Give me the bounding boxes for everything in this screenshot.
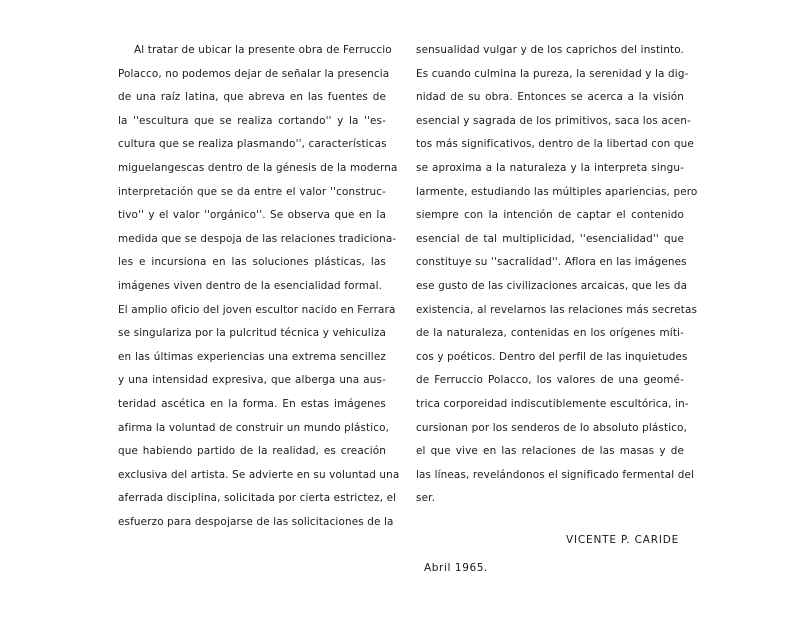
text-line: Al tratar de ubicar la presente obra de Ferruccio bbox=[134, 44, 392, 56]
text-line: aferrada disciplina, solicitada por cierta estrictez, el bbox=[118, 492, 397, 505]
text-line: sensualidad vulgar y de los caprichos del instinto. bbox=[416, 44, 684, 56]
text-line: imágenes viven dentro de la esencialidad formal. bbox=[118, 279, 383, 292]
text-line: Polacco, no podemos dejar de señalar la presencia bbox=[118, 67, 390, 80]
text-column-left bbox=[118, 39, 400, 534]
text-line: ser. bbox=[416, 492, 436, 505]
text-line: cultura que se realiza plasmando'', características bbox=[118, 138, 387, 151]
text-line: y una intensidad expresiva, que alberga una aus- bbox=[118, 374, 386, 387]
text-line: cursionan por los senderos de lo absoluto plástico, bbox=[416, 421, 688, 434]
text-line: de la naturaleza, contenidas en los orígenes míti- bbox=[416, 327, 684, 340]
text-line: constituye su ''sacralidad''. Aflora en las imágenes bbox=[416, 256, 687, 269]
text-line: esencial de tal multiplicidad, ''esencialidad'' que bbox=[416, 232, 684, 245]
text-line: tivo'' y el valor ''orgánico''. Se observa que en la bbox=[118, 209, 386, 222]
text-line: siempre con la intención de captar el contenido bbox=[416, 209, 684, 222]
text-line: esencial y sagrada de los primitivos, saca los acen- bbox=[416, 114, 691, 127]
text-line: les e incursiona en las soluciones plásticas, las bbox=[118, 256, 386, 269]
text-line: miguelangescas dentro de la génesis de la moderna bbox=[118, 161, 398, 174]
text-line: El amplio oficio del joven escultor nacido en Ferrara bbox=[118, 303, 396, 316]
text-line: existencia, al revelarnos las relaciones más secretas bbox=[416, 303, 698, 316]
text-line: nidad de su obra. Entonces se acerca a la visión bbox=[416, 91, 684, 104]
date-line: Abril 1965. bbox=[424, 562, 488, 574]
text-line: el que vive en las relaciones de las masas y de bbox=[416, 445, 684, 458]
text-line: las líneas, revelándonos el significado fermental del bbox=[416, 468, 695, 481]
text-line: en las últimas experiencias una extrema sencillez bbox=[118, 350, 386, 363]
text-line: la ''escultura que se realiza cortando'' y la ''es- bbox=[118, 114, 386, 127]
text-line: Es cuando culmina la pureza, la serenidad y la dig- bbox=[416, 67, 689, 80]
text-line: exclusiva del artista. Se advierte en su voluntad una bbox=[118, 468, 400, 481]
text-line: tos más significativos, dentro de la libertad con que bbox=[416, 138, 694, 151]
text-line: teridad ascética en la forma. En estas imágenes bbox=[118, 397, 386, 410]
text-line: que habiendo partido de la realidad, es creación bbox=[118, 445, 386, 458]
text-line: de Ferruccio Polacco, los valores de una geomé- bbox=[416, 374, 684, 387]
text-line: afirma la voluntad de construir un mundo plástico, bbox=[118, 421, 390, 434]
text-line: cos y poéticos. Dentro del perfil de las inquietudes bbox=[416, 350, 688, 363]
text-column-right bbox=[416, 39, 698, 511]
author-signature: VICENTE P. CARIDE bbox=[566, 534, 680, 546]
text-line: se aproxima a la naturaleza y la interpreta singu- bbox=[416, 161, 684, 174]
text-line: esfuerzo para despojarse de las solicitaciones de la bbox=[118, 515, 394, 528]
text-line: interpretación que se da entre el valor ''construc- bbox=[118, 185, 386, 198]
text-line: de una raíz latina, que abreva en las fuentes de bbox=[118, 91, 386, 104]
text-line: larmente, estudiando las múltiples apariencias, pero bbox=[416, 185, 698, 198]
text-line: ese gusto de las civilizaciones arcaicas, que les da bbox=[416, 279, 688, 292]
text-line: medida que se despoja de las relaciones tradiciona- bbox=[118, 232, 397, 245]
text-line: trica corporeidad indiscutiblemente escultórica, in- bbox=[416, 397, 689, 410]
text-line: se singulariza por la pulcritud técnica y vehiculiza bbox=[118, 327, 386, 340]
